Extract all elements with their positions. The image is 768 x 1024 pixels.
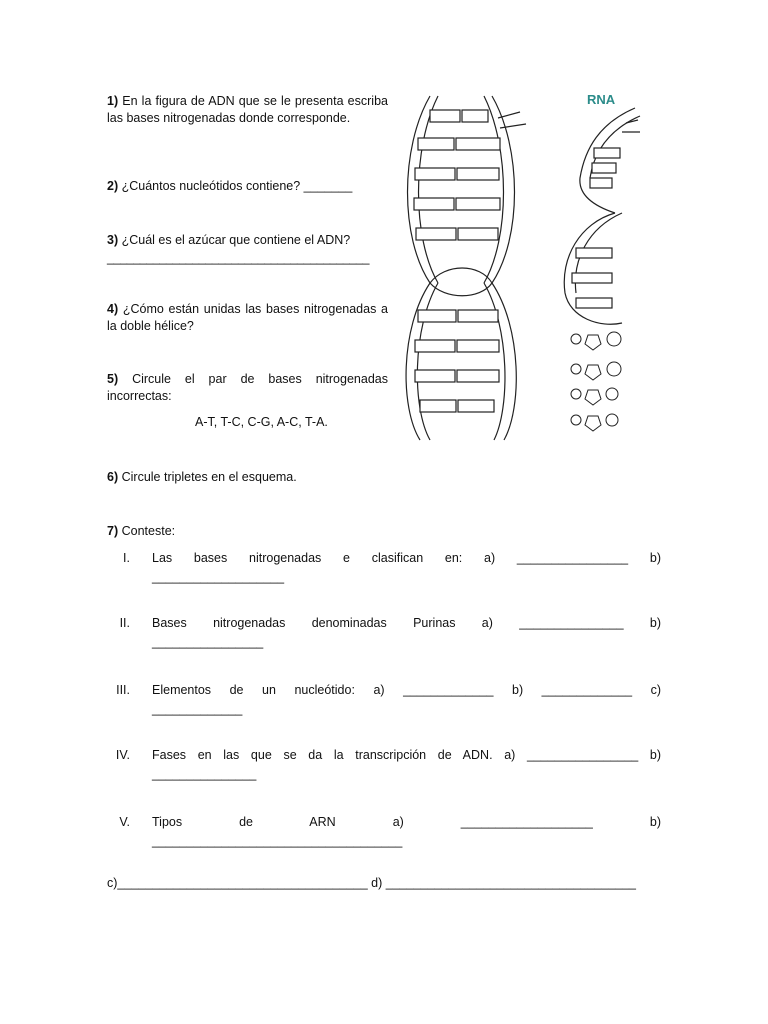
item-line-2[interactable]: _______________: [152, 767, 257, 781]
question-2-text: ¿Cuántos nucleótidos contiene? _______: [121, 179, 353, 193]
question-5-pairs: A-T, T-C, C-G, A-C, T-A.: [195, 415, 328, 429]
rna-label: RNA: [587, 92, 616, 107]
question-7-number: 7): [107, 524, 119, 538]
item-numeral: IV.: [115, 748, 130, 762]
item-numeral: V.: [119, 815, 130, 829]
item-line-1[interactable]: Bases nitrogenadas denominadas Purinas a) _______________ b): [152, 616, 661, 630]
item-line-1[interactable]: Las bases nitrogenadas e clasifican en: a) ________________ b): [152, 551, 661, 565]
question-6-text: Circule tripletes en el esquema.: [121, 470, 297, 484]
dna-rna-figure: [400, 88, 650, 448]
question-2-number: 2): [107, 179, 119, 193]
question-5-number: 5): [107, 372, 119, 386]
question-5-text: Circule el par de bases nitrogenadas incorrectas:: [107, 372, 388, 403]
question-7-text: Conteste:: [121, 524, 176, 538]
question-6: [107, 469, 297, 486]
item-numeral: III.: [116, 683, 130, 697]
question-3-text: ¿Cuál es el azúcar que contiene el ADN?: [121, 233, 351, 247]
question-7: [107, 523, 175, 540]
item-numeral: I.: [123, 551, 130, 565]
question-1-text: En la figura de ADN que se le presenta escriba las bases nitrogenadas donde corresponde.: [107, 94, 388, 125]
question-4-number: 4): [107, 302, 119, 316]
item-line-1[interactable]: Tipos de ARN a) ___________________ b): [152, 815, 661, 829]
item-line-2[interactable]: ____________________________________: [152, 834, 403, 848]
question-5: [107, 371, 388, 405]
final-answer-line[interactable]: c)____________________________________ d) ____________________________________: [107, 876, 637, 890]
dna-double-helix-icon: [406, 96, 526, 440]
rna-strand-icon: [564, 108, 640, 324]
item-line-2[interactable]: ___________________: [152, 570, 285, 584]
question-3: [107, 232, 397, 249]
question-2: [107, 178, 388, 195]
question-1-number: 1): [107, 94, 119, 108]
question-3-number: 3): [107, 233, 119, 247]
nucleotide-icons: [571, 332, 621, 431]
item-line-2[interactable]: _____________: [152, 702, 243, 716]
question-4: [107, 301, 388, 335]
item-line-1[interactable]: Elementos de un nucleótido: a) _____________ b) _____________ c): [152, 683, 661, 697]
question-6-number: 6): [107, 470, 119, 484]
question-1: [107, 93, 388, 127]
question-4-text: ¿Cómo están unidas las bases nitrogenadas a la doble hélice?: [107, 302, 388, 333]
item-line-2[interactable]: ________________: [152, 635, 264, 649]
item-numeral: II.: [119, 616, 130, 630]
item-line-1[interactable]: Fases en las que se da la transcripción de ADN. a) ________________ b): [152, 748, 661, 762]
question-3-answer-line[interactable]: ________________________________________: [107, 251, 370, 265]
